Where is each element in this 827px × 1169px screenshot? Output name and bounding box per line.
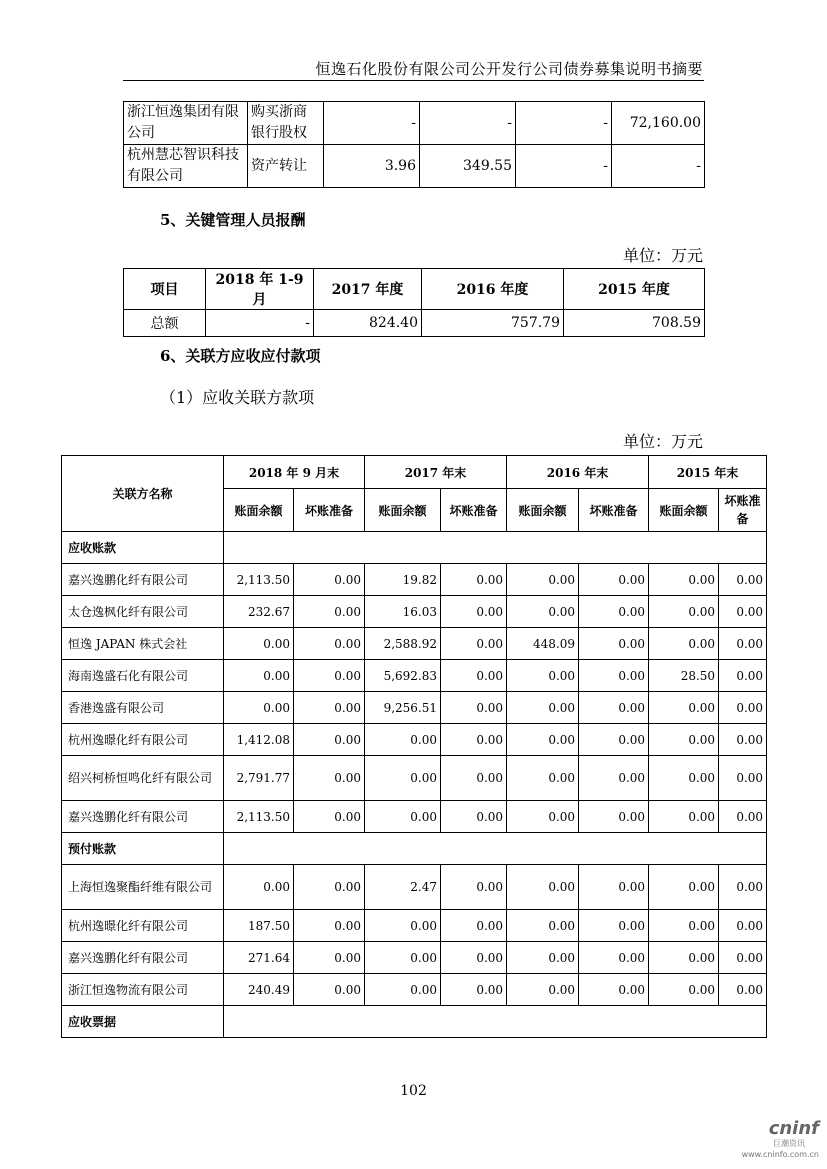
party-name-cell: 太仓逸枫化纤有限公司 — [62, 596, 224, 628]
cell-value: 0.00 — [719, 865, 767, 910]
page-number: 102 — [400, 1083, 427, 1099]
cell-value: 0.00 — [224, 628, 294, 660]
cell-value: 0.00 — [441, 564, 507, 596]
cell-value: 0.00 — [649, 628, 719, 660]
table-row — [62, 942, 767, 974]
cell-value: 0.00 — [649, 756, 719, 801]
cell-value: 0.00 — [507, 724, 579, 756]
table-row — [62, 865, 767, 910]
header-book-balance: 账面余额 — [507, 489, 579, 532]
cell-value: 0.00 — [649, 801, 719, 833]
cell-value: 349.55 — [420, 145, 516, 188]
cell-value: - — [324, 102, 420, 145]
cell-value: 0.00 — [365, 756, 441, 801]
cell-value: 0.00 — [719, 910, 767, 942]
party-name-cell: 嘉兴逸鹏化纤有限公司 — [62, 564, 224, 596]
table-row — [124, 310, 705, 337]
header-bad-debt: 坏账准备 — [719, 489, 767, 532]
cell-value: 2,791.77 — [224, 756, 294, 801]
cell-value: 0.00 — [719, 596, 767, 628]
table-row — [124, 102, 705, 145]
transaction-type-cell: 资产转让 — [248, 145, 324, 188]
cell-value: 0.00 — [365, 974, 441, 1006]
logo-sub: 巨潮资讯 — [773, 1139, 805, 1148]
cell-value: 16.03 — [365, 596, 441, 628]
party-name-cell: 杭州逸暻化纤有限公司 — [62, 724, 224, 756]
cell-value: 0.00 — [719, 660, 767, 692]
cell-value: 0.00 — [441, 801, 507, 833]
logo-url: www.cninfo.com.cn — [741, 1150, 819, 1159]
table-row — [62, 910, 767, 942]
group-filler — [224, 1006, 767, 1038]
cell-value: 0.00 — [441, 692, 507, 724]
header-2018-jan-sep: 2018 年 1-9 月 — [206, 269, 314, 310]
cell-value: 0.00 — [579, 910, 649, 942]
group-row — [62, 1006, 767, 1038]
cell-value: 0.00 — [507, 564, 579, 596]
cell-value: 2,588.92 — [365, 628, 441, 660]
cell-value: 19.82 — [365, 564, 441, 596]
cell-value: 0.00 — [719, 564, 767, 596]
cell-value: 0.00 — [579, 692, 649, 724]
table-row — [62, 660, 767, 692]
group-row — [62, 532, 767, 564]
cell-value: 0.00 — [649, 724, 719, 756]
cell-value: 187.50 — [224, 910, 294, 942]
cell-value: 0.00 — [224, 692, 294, 724]
related-transactions-table — [123, 101, 705, 188]
party-name-cell: 绍兴柯桥恒鸣化纤有限公司 — [62, 756, 224, 801]
cell-value: 0.00 — [441, 596, 507, 628]
cell-value: 0.00 — [294, 942, 365, 974]
header-bad-debt: 坏账准备 — [579, 489, 649, 532]
header-book-balance: 账面余额 — [649, 489, 719, 532]
cell-value: 0.00 — [649, 564, 719, 596]
cell-value: 0.00 — [579, 942, 649, 974]
section-5-heading: 5、关键管理人员报酬 — [160, 211, 306, 229]
document-header-title: 恒逸石化股份有限公司公开发行公司债券募集说明书摘要 — [315, 60, 703, 78]
related-receivables-table — [61, 455, 767, 1038]
cell-value: 0.00 — [294, 756, 365, 801]
key-management-compensation-table — [123, 268, 705, 337]
header-2015: 2015 年度 — [564, 269, 705, 310]
cell-value: 0.00 — [719, 801, 767, 833]
row-label-total: 总额 — [124, 310, 206, 337]
cell-value: 240.49 — [224, 974, 294, 1006]
header-2016: 2016 年度 — [422, 269, 564, 310]
cell-value: 0.00 — [719, 756, 767, 801]
cell-value: 0.00 — [579, 801, 649, 833]
cell-value: 0.00 — [224, 660, 294, 692]
cell-value: 9,256.51 — [365, 692, 441, 724]
cell-value: 0.00 — [719, 724, 767, 756]
group-label: 应收票据 — [62, 1006, 224, 1038]
party-name-cell: 海南逸盛石化有限公司 — [62, 660, 224, 692]
cell-value: 0.00 — [507, 974, 579, 1006]
table-row — [62, 692, 767, 724]
cell-value: 0.00 — [441, 974, 507, 1006]
cell-value: 0.00 — [365, 942, 441, 974]
header-book-balance: 账面余额 — [365, 489, 441, 532]
cell-value: 0.00 — [719, 692, 767, 724]
header-period-2018-sep: 2018 年 9 月末 — [224, 456, 365, 489]
party-name-cell: 上海恒逸聚酯纤维有限公司 — [62, 865, 224, 910]
header-book-balance: 账面余额 — [224, 489, 294, 532]
cell-value: 0.00 — [294, 974, 365, 1006]
cell-value: 0.00 — [365, 724, 441, 756]
cell-value: 708.59 — [564, 310, 705, 337]
cell-value: 28.50 — [649, 660, 719, 692]
cell-value: 757.79 — [422, 310, 564, 337]
cell-value: 0.00 — [507, 865, 579, 910]
cell-value: 0.00 — [507, 910, 579, 942]
group-filler — [224, 833, 767, 865]
header-period-2015: 2015 年末 — [649, 456, 767, 489]
cell-value: 0.00 — [579, 564, 649, 596]
cell-value: 72,160.00 — [612, 102, 705, 145]
header-period-2016: 2016 年末 — [507, 456, 649, 489]
cell-value: 0.00 — [649, 974, 719, 1006]
cell-value: 0.00 — [719, 628, 767, 660]
table-row — [62, 974, 767, 1006]
cell-value: 0.00 — [507, 692, 579, 724]
header-bad-debt: 坏账准备 — [441, 489, 507, 532]
cell-value: 0.00 — [441, 756, 507, 801]
header-period-2017: 2017 年末 — [365, 456, 507, 489]
cell-value: 0.00 — [579, 596, 649, 628]
cninf-logo — [739, 1118, 819, 1162]
party-name-cell: 杭州逸暻化纤有限公司 — [62, 910, 224, 942]
cell-value: 0.00 — [294, 910, 365, 942]
cell-value: 0.00 — [719, 942, 767, 974]
cell-value: 0.00 — [294, 660, 365, 692]
cell-value: 2,113.50 — [224, 801, 294, 833]
cell-value: 2.47 — [365, 865, 441, 910]
table-row — [62, 564, 767, 596]
cell-value: 0.00 — [294, 596, 365, 628]
cell-value: 0.00 — [365, 910, 441, 942]
cell-value: 0.00 — [294, 564, 365, 596]
cell-value: 0.00 — [441, 910, 507, 942]
cell-value: 0.00 — [649, 910, 719, 942]
party-name-cell: 浙江恒逸物流有限公司 — [62, 974, 224, 1006]
cell-value: - — [420, 102, 516, 145]
group-label: 预付账款 — [62, 833, 224, 865]
cell-value: 5,692.83 — [365, 660, 441, 692]
section-6-heading: 6、关联方应收应付款项 — [160, 347, 321, 365]
cell-value: 1,412.08 — [224, 724, 294, 756]
cell-value: 0.00 — [719, 974, 767, 1006]
party-name-cell: 杭州慧芯智识科技有限公司 — [124, 145, 248, 188]
table-row — [62, 628, 767, 660]
cell-value: 0.00 — [507, 596, 579, 628]
header-bad-debt: 坏账准备 — [294, 489, 365, 532]
group-row — [62, 833, 767, 865]
group-label: 应收账款 — [62, 532, 224, 564]
party-name-cell: 香港逸盛有限公司 — [62, 692, 224, 724]
cell-value: 271.64 — [224, 942, 294, 974]
cell-value: 0.00 — [579, 865, 649, 910]
table-row — [62, 756, 767, 801]
cell-value: 0.00 — [441, 628, 507, 660]
party-name-cell: 浙江恒逸集团有限公司 — [124, 102, 248, 145]
transaction-type-cell: 购买浙商银行股权 — [248, 102, 324, 145]
cell-value: 0.00 — [441, 865, 507, 910]
table-row — [62, 801, 767, 833]
cell-value: 232.67 — [224, 596, 294, 628]
cell-value: 2,113.50 — [224, 564, 294, 596]
cell-value: 0.00 — [294, 692, 365, 724]
group-filler — [224, 532, 767, 564]
section-6-subheading: （1）应收关联方款项 — [160, 388, 315, 407]
table-row — [62, 596, 767, 628]
cell-value: 0.00 — [579, 974, 649, 1006]
logo-brand: cninf — [768, 1118, 819, 1139]
cell-value: - — [516, 102, 612, 145]
cell-value: 0.00 — [294, 801, 365, 833]
section-6-unit: 单位：万元 — [622, 432, 703, 451]
cell-value: 0.00 — [649, 942, 719, 974]
cell-value: 0.00 — [441, 660, 507, 692]
header-rule — [123, 80, 704, 81]
cell-value: 0.00 — [294, 724, 365, 756]
header-related-party-name: 关联方名称 — [62, 456, 224, 532]
cell-value: - — [612, 145, 705, 188]
party-name-cell: 嘉兴逸鹏化纤有限公司 — [62, 801, 224, 833]
section-5-unit: 单位：万元 — [622, 246, 703, 265]
table-row — [62, 724, 767, 756]
cell-value: 0.00 — [507, 942, 579, 974]
cell-value: 0.00 — [441, 942, 507, 974]
cell-value: 0.00 — [579, 660, 649, 692]
cell-value: 0.00 — [224, 865, 294, 910]
party-name-cell: 恒逸 JAPAN 株式会社 — [62, 628, 224, 660]
cell-value: 0.00 — [579, 724, 649, 756]
cell-value: - — [206, 310, 314, 337]
cell-value: 3.96 — [324, 145, 420, 188]
table-row — [124, 145, 705, 188]
cell-value: 824.40 — [314, 310, 422, 337]
cell-value: 0.00 — [507, 801, 579, 833]
party-name-cell: 嘉兴逸鹏化纤有限公司 — [62, 942, 224, 974]
cell-value: 448.09 — [507, 628, 579, 660]
cell-value: 0.00 — [649, 865, 719, 910]
cell-value: 0.00 — [579, 756, 649, 801]
cell-value: 0.00 — [441, 724, 507, 756]
cell-value: 0.00 — [365, 801, 441, 833]
cell-value: - — [516, 145, 612, 188]
cell-value: 0.00 — [507, 756, 579, 801]
header-item: 项目 — [124, 269, 206, 310]
cell-value: 0.00 — [649, 692, 719, 724]
cell-value: 0.00 — [649, 596, 719, 628]
cell-value: 0.00 — [579, 628, 649, 660]
cell-value: 0.00 — [294, 628, 365, 660]
header-2017: 2017 年度 — [314, 269, 422, 310]
cell-value: 0.00 — [507, 660, 579, 692]
cell-value: 0.00 — [294, 865, 365, 910]
